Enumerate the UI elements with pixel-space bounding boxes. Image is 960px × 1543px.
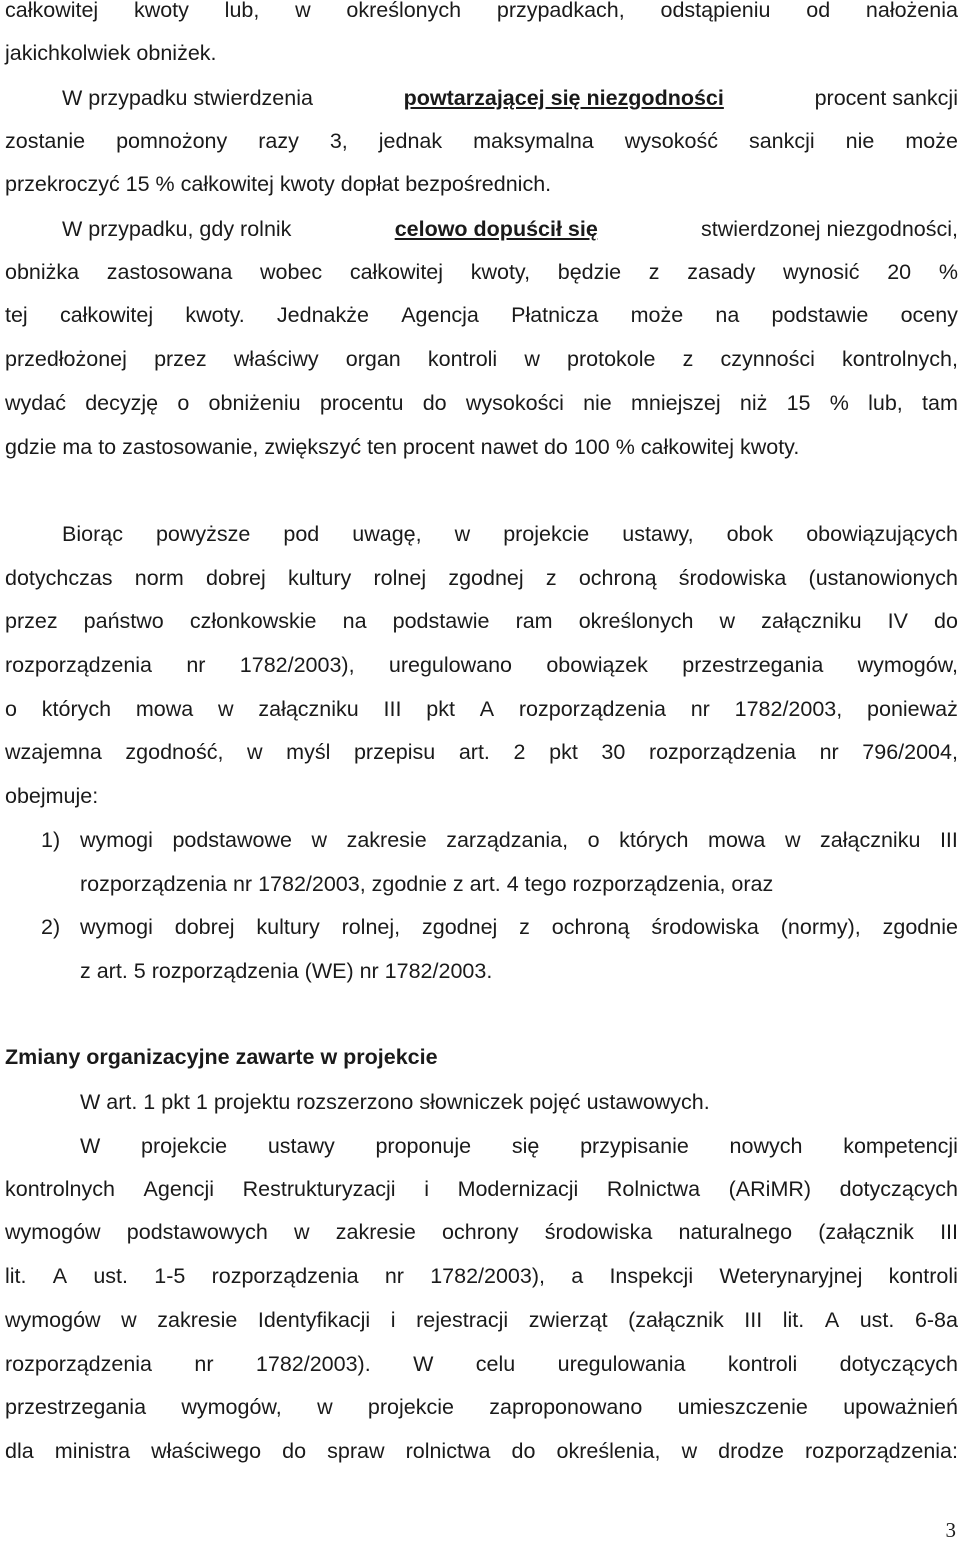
word: kultury — [256, 915, 320, 939]
word: wysokość — [624, 129, 718, 153]
text-line: przekroczyć 15 % całkowitej kwoty dopłat bezpośrednich. — [5, 172, 552, 196]
word: może — [905, 129, 958, 153]
word: rozporządzenia — [648, 740, 796, 764]
word: środowiska — [544, 1220, 653, 1244]
word: kontroli — [427, 347, 498, 371]
word: 2 — [513, 740, 526, 764]
text-line — [5, 1351, 958, 1377]
word: III — [940, 1220, 958, 1244]
list-number: 1) — [41, 828, 61, 852]
word: ust. — [93, 1264, 128, 1288]
word: członkowskie — [189, 609, 317, 633]
word: powyższe — [155, 522, 251, 546]
word: niż — [739, 391, 768, 415]
word: w — [784, 828, 801, 852]
word: Rolnictwa — [606, 1177, 701, 1201]
word: art. — [458, 740, 490, 764]
page-number: 3 — [945, 1518, 956, 1542]
word: załączniku — [258, 697, 359, 721]
word: załączniku — [761, 609, 862, 633]
word: ram — [515, 609, 553, 633]
text-line — [62, 85, 958, 111]
word: obok — [726, 522, 774, 546]
word: zakresie — [335, 1220, 416, 1244]
text-run: stwierdzonej niezgodności, — [701, 217, 958, 241]
emphasis-underlined: celowo dopuścił się — [394, 217, 598, 241]
word: decyzję — [85, 391, 159, 415]
word: do — [511, 1439, 536, 1463]
word: mowa — [135, 697, 194, 721]
word: dotyczących — [839, 1352, 958, 1376]
word: Agencji — [143, 1177, 215, 1201]
word: projekcie — [367, 1395, 454, 1419]
word: ponieważ — [867, 697, 958, 721]
word: zgodnie — [882, 915, 958, 939]
word: kontrolnych, — [842, 347, 958, 371]
word: się — [511, 1134, 540, 1158]
text-line — [5, 565, 958, 591]
text-line: W art. 1 pkt 1 projektu rozszerzono słowniczek pojęć ustawowych. — [80, 1090, 710, 1114]
word: Inspekcji — [609, 1264, 694, 1288]
word: Weterynaryjnej — [719, 1264, 863, 1288]
word: Jednakże — [276, 303, 369, 327]
word: A — [824, 1308, 840, 1332]
section-heading: Zmiany organizacyjne zawarte w projekcie — [5, 1045, 438, 1069]
text-line — [5, 1438, 958, 1464]
text-run: W przypadku stwierdzenia — [62, 86, 313, 110]
word: celu — [475, 1352, 516, 1376]
word: Biorąc — [62, 522, 123, 546]
word: w — [121, 1308, 137, 1332]
word: zostanie — [5, 129, 86, 153]
word: rolnictwa — [405, 1439, 491, 1463]
word: zwierząt — [528, 1308, 608, 1332]
text-line — [5, 1219, 958, 1245]
word: właściwy — [233, 347, 319, 371]
word: o — [177, 391, 190, 415]
word: lub, — [224, 0, 260, 22]
word: z — [545, 566, 557, 590]
word: nr — [690, 697, 710, 721]
word: 1782/2003), — [239, 653, 355, 677]
word: czynności — [720, 347, 815, 371]
word: zarządzania, — [446, 828, 569, 852]
word: ustawy, — [622, 522, 694, 546]
word: z — [682, 347, 694, 371]
word: do — [934, 609, 958, 633]
word: uregulowano — [388, 653, 513, 677]
word: zasady — [687, 260, 756, 284]
word: nałożenia — [865, 0, 958, 22]
word: III — [939, 828, 958, 852]
word: kwoty, — [470, 260, 531, 284]
word: wymogów — [5, 1308, 101, 1332]
word: z — [648, 260, 660, 284]
text-line — [62, 216, 958, 242]
word: mowa — [708, 828, 766, 852]
word: 20 — [887, 260, 912, 284]
word: w — [524, 347, 540, 371]
word: 6-8a — [914, 1308, 958, 1332]
word: mniejszej — [631, 391, 721, 415]
word: przypisanie — [580, 1134, 689, 1158]
word: maksymalna — [473, 129, 594, 153]
word: ustawy — [267, 1134, 335, 1158]
word: dla — [5, 1439, 34, 1463]
word: wymogów, — [181, 1395, 282, 1419]
text-line — [5, 652, 958, 678]
word: nowych — [729, 1134, 803, 1158]
word: proponuje — [375, 1134, 472, 1158]
word: zakresie — [157, 1308, 238, 1332]
word: przestrzegania — [5, 1395, 147, 1419]
word: Restrukturyzacji — [242, 1177, 396, 1201]
word: uwagę, — [352, 522, 422, 546]
word: Agencja — [401, 303, 479, 327]
word: (ustanowionych — [808, 566, 958, 590]
list-item-line — [80, 827, 958, 853]
word: zakresie — [346, 828, 427, 852]
word: dotyczących — [839, 1177, 958, 1201]
word: całkowitej — [5, 0, 99, 22]
word: nr — [186, 653, 206, 677]
word: w — [295, 0, 311, 22]
word: państwo — [83, 609, 164, 633]
word: wysokości — [465, 391, 564, 415]
word: (ARiMR) — [728, 1177, 812, 1201]
word: pkt — [426, 697, 455, 721]
text-line — [5, 1394, 958, 1420]
word: organ — [345, 347, 401, 371]
word: których — [41, 697, 112, 721]
word: odstąpieniu — [660, 0, 771, 22]
word: nie — [583, 391, 612, 415]
word: w — [719, 609, 736, 633]
word: lub, — [868, 391, 903, 415]
word: i — [424, 1177, 429, 1201]
word: pkt — [549, 740, 578, 764]
word: przez — [5, 609, 58, 633]
word: wymogi — [80, 828, 153, 852]
text-line — [5, 1263, 958, 1289]
word: właściwego — [151, 1439, 262, 1463]
word: ochroną — [578, 566, 657, 590]
text-run: W przypadku, gdy rolnik — [62, 217, 292, 241]
word: przepisu — [353, 740, 436, 764]
word: kontroli — [888, 1264, 958, 1288]
word: kultury — [287, 566, 352, 590]
word: nr — [384, 1264, 404, 1288]
word: umieszczenie — [677, 1395, 808, 1419]
word: od — [806, 0, 831, 22]
word: obniżka — [5, 260, 80, 284]
word: obowiązek — [546, 653, 648, 677]
word: pod — [283, 522, 320, 546]
word: przypadkach, — [496, 0, 625, 22]
word: do — [282, 1439, 307, 1463]
word: A — [479, 697, 495, 721]
word: na — [342, 609, 367, 633]
word: będzie — [557, 260, 622, 284]
word: kwoty. — [185, 303, 245, 327]
text-line — [5, 1307, 958, 1333]
word: może — [630, 303, 684, 327]
word: 796/2004, — [862, 740, 958, 764]
word: wobec — [259, 260, 323, 284]
word: naturalnego — [678, 1220, 793, 1244]
word: 1782/2003, — [734, 697, 843, 721]
text-line — [5, 1176, 958, 1202]
text-line — [5, 390, 958, 416]
text-line: jakichkolwiek obniżek. — [5, 41, 217, 65]
word: a — [571, 1264, 584, 1288]
word: tam — [922, 391, 958, 415]
word: myśl — [286, 740, 331, 764]
word: oceny — [900, 303, 958, 327]
word: podstawowe — [172, 828, 292, 852]
word: w — [317, 1395, 333, 1419]
word: określonych — [578, 609, 694, 633]
word: w — [247, 740, 263, 764]
word: rolnej — [373, 566, 427, 590]
text-line — [5, 0, 958, 23]
word: zgodnej — [448, 566, 524, 590]
word: 30 — [601, 740, 626, 764]
word: określonych — [346, 0, 462, 22]
word: w — [681, 1439, 698, 1463]
word: 1-5 — [154, 1264, 186, 1288]
word: ochroną — [551, 915, 630, 939]
text-line — [5, 128, 958, 154]
word: wynosić — [783, 260, 860, 284]
word: załączniku — [820, 828, 921, 852]
word: jednak — [378, 129, 443, 153]
word: 15 — [786, 391, 811, 415]
word: % — [938, 260, 958, 284]
word: w — [294, 1220, 310, 1244]
word: W — [413, 1352, 434, 1376]
word: o — [587, 828, 600, 852]
word: W — [80, 1134, 101, 1158]
text-line — [5, 696, 958, 722]
list-item-line: z art. 5 rozporządzenia (WE) nr 1782/2003. — [80, 959, 493, 983]
word: w — [311, 828, 328, 852]
word: wymogów — [5, 1220, 101, 1244]
word: w — [454, 522, 471, 546]
word: ministra — [54, 1439, 131, 1463]
word: których — [619, 828, 689, 852]
word: razy — [258, 129, 299, 153]
word: rozporządzenia — [5, 653, 153, 677]
word: Identyfikacji — [257, 1308, 371, 1332]
word: dotychczas — [5, 566, 113, 590]
word: wymogi — [80, 915, 153, 939]
word: zaproponowano — [489, 1395, 643, 1419]
text-line: obejmuje: — [5, 784, 99, 808]
word: i — [390, 1308, 396, 1332]
word: wzajemna — [5, 740, 102, 764]
word: (załącznik — [818, 1220, 914, 1244]
word: Modernizacji — [457, 1177, 579, 1201]
word: w — [218, 697, 234, 721]
word: tej — [5, 303, 28, 327]
list-item-line — [80, 914, 958, 940]
word: rozporządzenia — [211, 1264, 359, 1288]
word: projekcie — [503, 522, 590, 546]
word: przez — [154, 347, 207, 371]
emphasis-underlined: powtarzającej się niezgodności — [403, 86, 724, 110]
text-run: procent sankcji — [814, 86, 958, 110]
word: środowiska — [678, 566, 787, 590]
word: 1782/2003). — [255, 1352, 371, 1376]
word: z — [519, 915, 530, 939]
word: podstawie — [771, 303, 869, 327]
word: nr — [194, 1352, 214, 1376]
word: podstawie — [392, 609, 490, 633]
word: wymogów, — [857, 653, 958, 677]
word: określenia, — [556, 1439, 661, 1463]
word: upoważnień — [843, 1395, 958, 1419]
word: lit. — [5, 1264, 27, 1288]
word: drodze — [718, 1439, 784, 1463]
word: (załącznik — [628, 1308, 724, 1332]
word: dobrej — [205, 566, 266, 590]
word: o — [5, 697, 17, 721]
word: całkowitej — [59, 303, 154, 327]
word: ochrony — [442, 1220, 519, 1244]
text-line — [5, 259, 958, 285]
word: III — [383, 697, 402, 721]
word: rozporządzenia — [5, 1352, 153, 1376]
word: procentu — [319, 391, 404, 415]
word: uregulowania — [557, 1352, 686, 1376]
word: obniżeniu — [208, 391, 301, 415]
word: obowiązujących — [806, 522, 958, 546]
word: zgodność, — [125, 740, 224, 764]
word: lit. — [782, 1308, 805, 1332]
word: kompetencji — [843, 1134, 958, 1158]
word: nr — [819, 740, 839, 764]
text-line — [5, 608, 958, 634]
text-line — [62, 521, 958, 547]
word: 1782/2003), — [430, 1264, 545, 1288]
list-item-line: rozporządzenia nr 1782/2003, zgodnie z art. 4 tego rozporządzenia, oraz — [80, 872, 774, 896]
word: środowiska — [651, 915, 759, 939]
word: kwoty — [133, 0, 189, 22]
word: zastosowana — [106, 260, 233, 284]
word: III — [744, 1308, 763, 1332]
word: kontroli — [727, 1352, 798, 1376]
word: ust. — [859, 1308, 895, 1332]
word: pomnożony — [116, 129, 228, 153]
word: % — [829, 391, 849, 415]
text-line — [5, 739, 958, 765]
word: wydać — [5, 391, 66, 415]
text-line: gdzie ma to zastosowanie, zwiększyć ten procent nawet do 100 % całkowitej kwoty. — [5, 435, 800, 459]
word: rolnej, — [341, 915, 401, 939]
list-number: 2) — [41, 915, 61, 939]
word: przestrzegania — [682, 653, 824, 677]
word: (normy), — [780, 915, 861, 939]
word: Płatnicza — [511, 303, 599, 327]
word: protokole — [567, 347, 656, 371]
word: norm — [134, 566, 184, 590]
word: przedłożonej — [5, 347, 127, 371]
word: IV — [887, 609, 908, 633]
word: projekcie — [141, 1134, 228, 1158]
word: rozporządzenia: — [805, 1439, 958, 1463]
word: rejestracji — [416, 1308, 509, 1332]
word: kontrolnych — [5, 1177, 115, 1201]
word: nie — [845, 129, 875, 153]
word: sankcji — [748, 129, 815, 153]
word: zgodnej — [421, 915, 498, 939]
word: 3, — [329, 129, 348, 153]
text-line — [5, 346, 958, 372]
text-line — [80, 1133, 958, 1159]
word: dobrej — [174, 915, 235, 939]
word: na — [715, 303, 740, 327]
word: spraw — [327, 1439, 385, 1463]
word: rozporządzenia — [518, 697, 666, 721]
word: podstawowych — [126, 1220, 268, 1244]
word: A — [52, 1264, 68, 1288]
word: całkowitej — [349, 260, 444, 284]
word: do — [422, 391, 447, 415]
text-line — [5, 302, 958, 328]
